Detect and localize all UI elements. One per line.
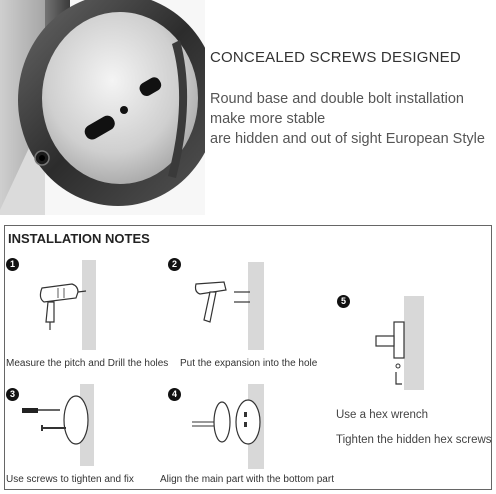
step-5-number: 5 [337, 295, 350, 308]
step-3-caption: Use screws to tighten and fix [6, 474, 134, 485]
align-parts-icon [188, 384, 278, 469]
hammer-icon [190, 262, 270, 352]
step-5-caption-2: Tighten the hidden hex screws [336, 434, 492, 446]
hex-wrench-icon [370, 292, 440, 392]
concealed-screw-base-image [0, 0, 205, 215]
step-2-caption: Put the expansion into the hole [180, 358, 318, 369]
step-5-caption-1: Use a hex wrench [336, 409, 429, 421]
feature-line: make more stable [210, 111, 326, 127]
product-photo [0, 0, 205, 215]
feature-line: are hidden and out of sight European Style [210, 131, 485, 147]
step-4-caption: Align the main part with the bottom part [160, 474, 334, 485]
feature-line: Round base and double bolt installation [210, 91, 464, 107]
step-2-number: 2 [168, 258, 181, 271]
installation-notes-title: INSTALLATION NOTES [8, 231, 150, 246]
step-3-number: 3 [6, 388, 19, 401]
feature-title: CONCEALED SCREWS DESIGNED [210, 49, 461, 66]
drill-icon [30, 258, 110, 353]
step-1-caption: Measure the pitch and Drill the holes [6, 358, 169, 369]
screwdriver-icon [22, 382, 112, 467]
step-4-number: 4 [168, 388, 181, 401]
step-1-number: 1 [6, 258, 19, 271]
